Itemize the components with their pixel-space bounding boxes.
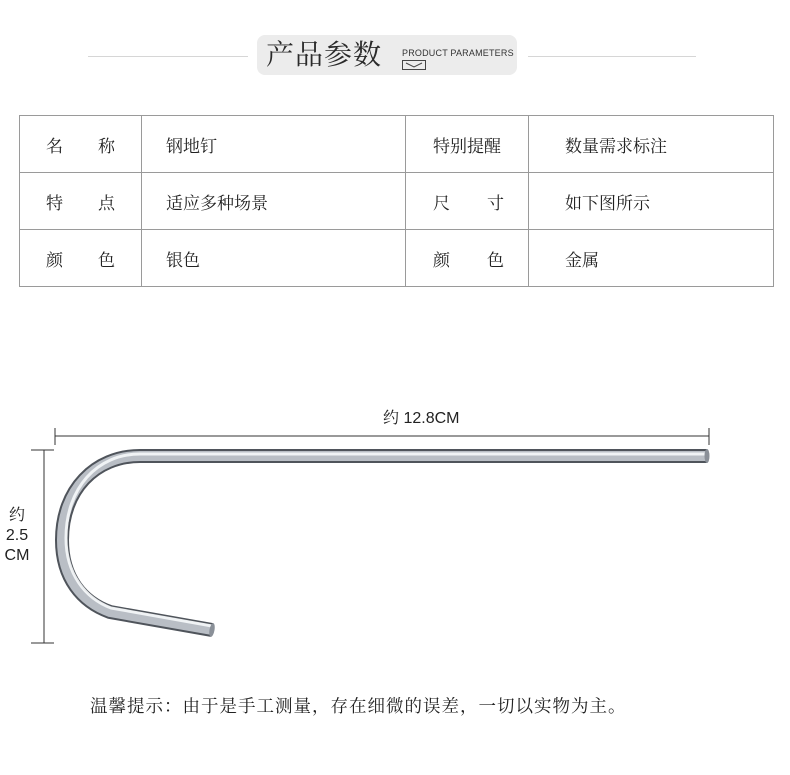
width-dimension-label: 约 12.8CM — [383, 410, 460, 427]
param-value: 数量需求标注 — [529, 116, 774, 173]
height-label-line: CM — [4, 547, 30, 564]
param-label: 特点 — [20, 173, 142, 230]
param-value: 如下图所示 — [529, 173, 774, 230]
table-row — [20, 173, 774, 230]
table-row — [20, 116, 774, 173]
product-figure — [0, 420, 790, 660]
parameters-table — [19, 115, 774, 287]
param-label: 颜色 — [20, 230, 142, 287]
header-rule-right — [528, 56, 696, 57]
header-rule-left — [88, 56, 248, 57]
param-label: 名称 — [20, 116, 142, 173]
param-value: 银色 — [142, 230, 406, 287]
param-label: 特别提醒 — [406, 116, 529, 173]
param-label: 尺寸 — [406, 173, 529, 230]
width-dimension-line — [55, 428, 709, 445]
param-value: 适应多种场景 — [142, 173, 406, 230]
page-title: 产品参数 — [266, 38, 383, 71]
param-value: 钢地钉 — [142, 116, 406, 173]
page-subtitle: PRODUCT PARAMETERS — [402, 48, 514, 58]
param-label: 颜色 — [406, 230, 529, 287]
height-dimension-line — [31, 450, 54, 643]
steel-stake-icon — [62, 449, 710, 637]
table-row — [20, 230, 774, 287]
height-label-line: 2.5 — [5, 527, 29, 544]
chevron-down-icon — [402, 60, 426, 70]
measurement-note: 温馨提示：由于是手工测量，存在细微的误差，一切以实物为主。 — [90, 697, 627, 717]
height-label-line: 约 — [8, 507, 25, 524]
param-value: 金属 — [529, 230, 774, 287]
